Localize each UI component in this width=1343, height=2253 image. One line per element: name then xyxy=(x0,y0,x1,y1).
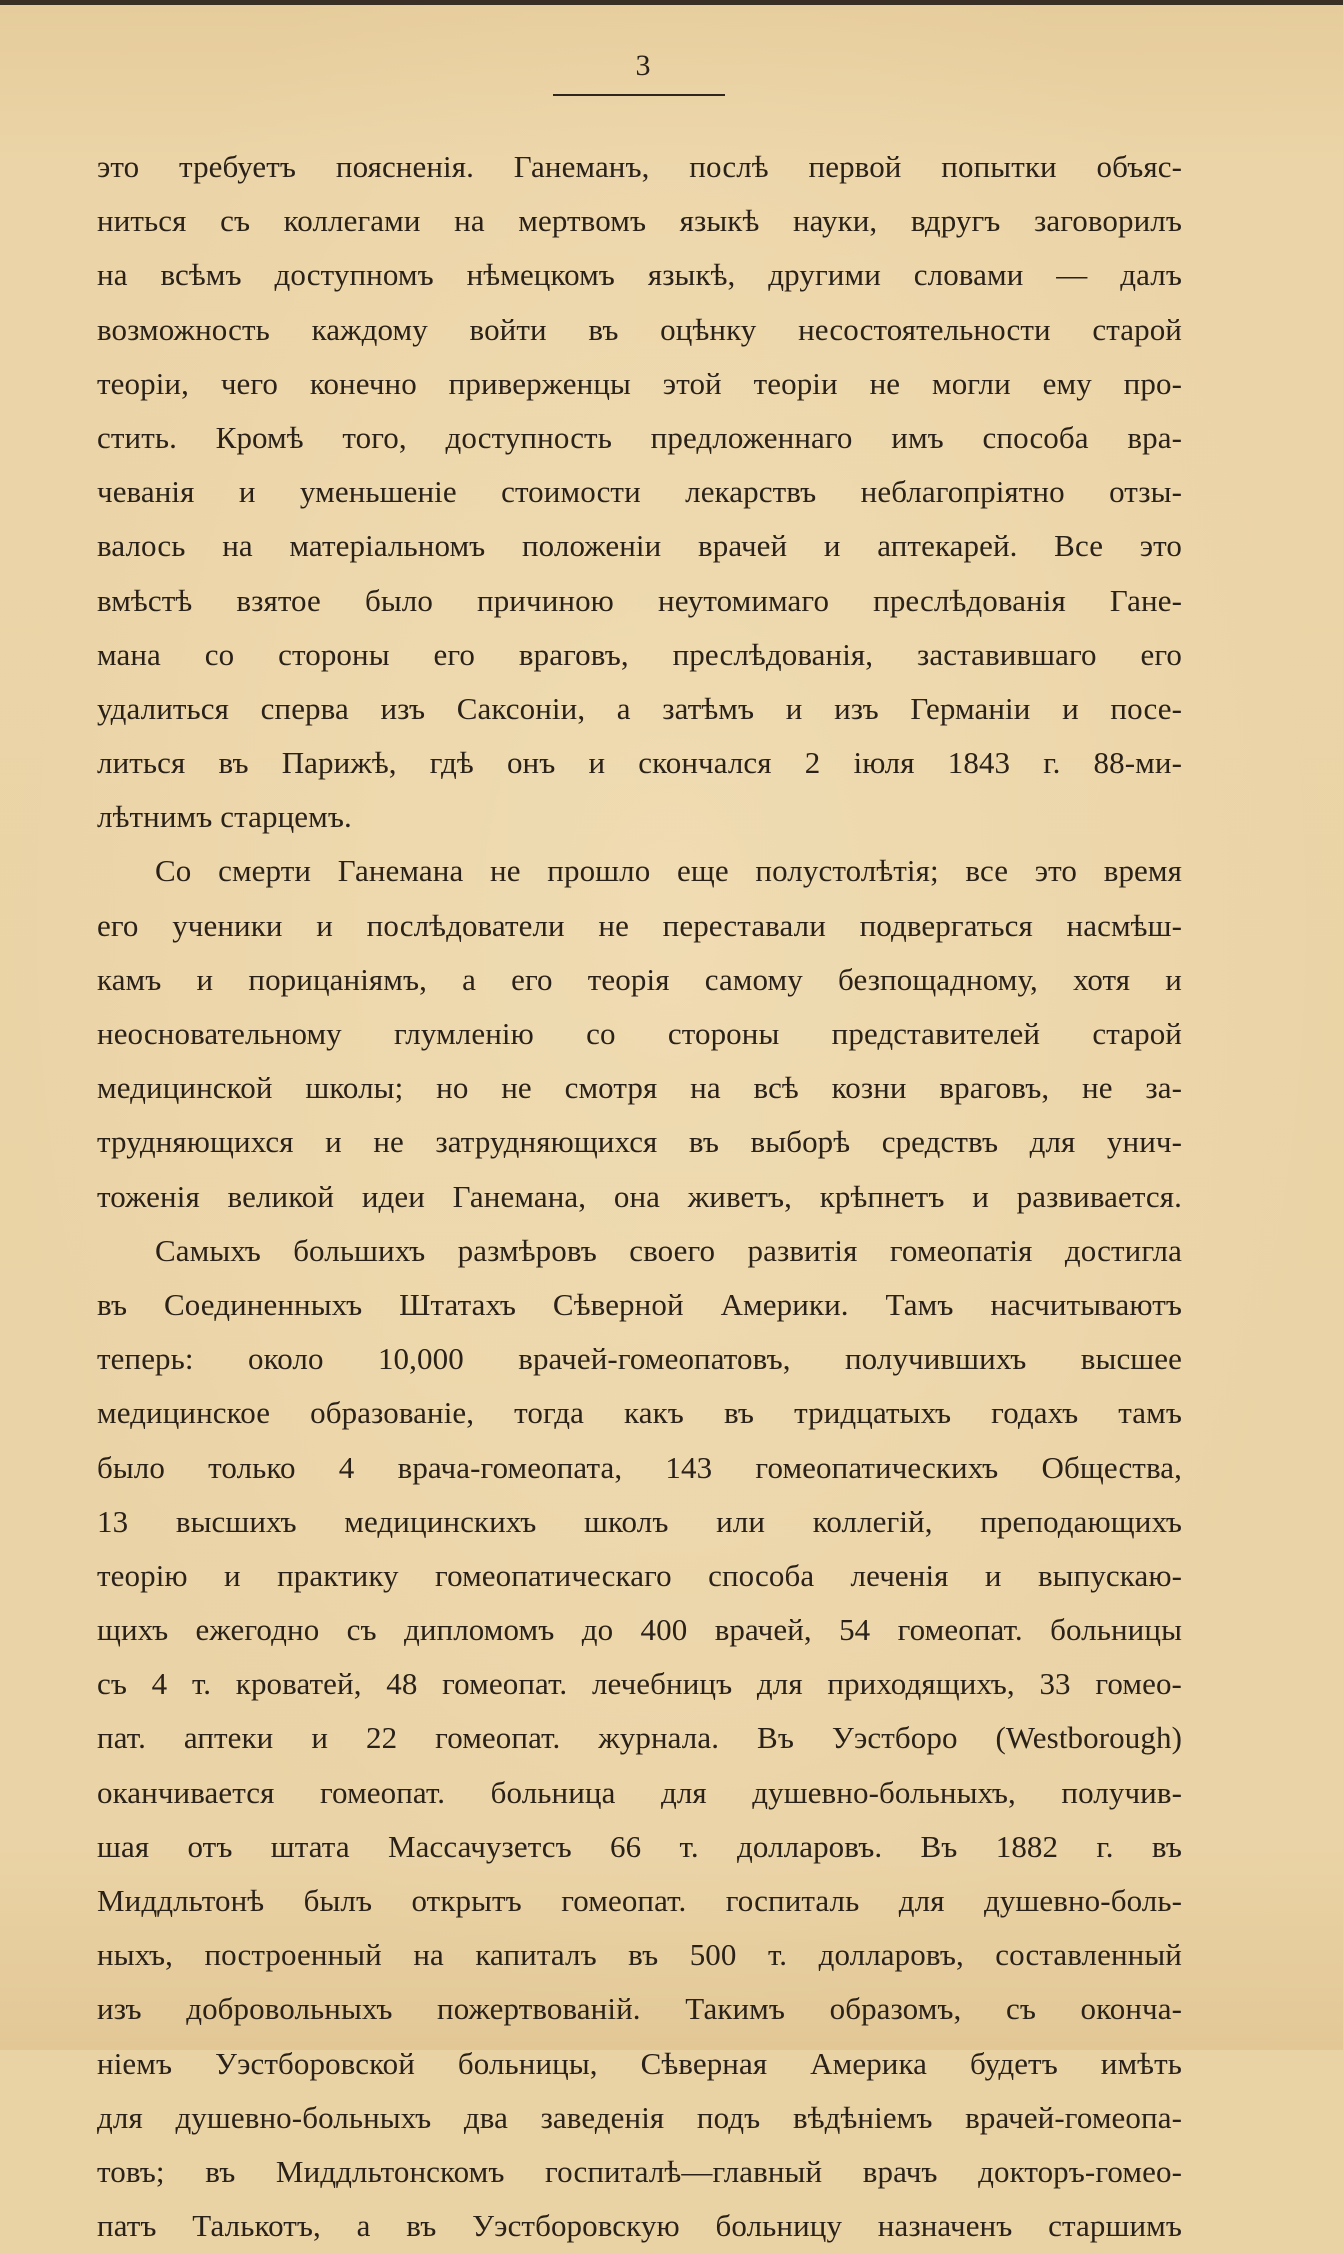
text-line: его ученики и послѣдователи не переставали подвергаться насмѣш- xyxy=(97,907,1182,943)
paragraph-end-line: тоженія великой идеи Ганемана, она живетъ, крѣпнетъ и развивается. xyxy=(97,1178,1182,1214)
text-line: теорію и практику гомеопатическаго способа леченія и выпускаю- xyxy=(97,1557,1182,1593)
text-line: литься въ Парижѣ, гдѣ онъ и скончался 2 іюля 1843 г. 88-ми- xyxy=(97,745,1182,781)
text-line: для душевно-больныхъ два заведенія подъ вѣдѣніемъ врачей-гомеопа- xyxy=(97,2099,1182,2135)
text-line: ниться съ коллегами на мертвомъ языкѣ науки, вдругъ заговорилъ xyxy=(97,203,1182,239)
top-edge-rule xyxy=(0,0,1343,5)
text-line: на всѣмъ доступномъ нѣмецкомъ языкѣ, другими словами — далъ xyxy=(97,257,1182,293)
text-line: щихъ ежегодно съ дипломомъ до 400 врачей, 54 гомеопат. больницы xyxy=(97,1612,1182,1648)
text-line: чеванія и уменьшеніе стоимости лекарствъ неблагопріятно отзы- xyxy=(97,474,1182,510)
text-line: теоріи, чего конечно приверженцы этой теоріи не могли ему про- xyxy=(97,365,1182,401)
text-line: было только 4 врача-гомеопата, 143 гомеопатическихъ Общества, xyxy=(97,1449,1182,1485)
text-line: камъ и порицаніямъ, а его теорія самому безпощадному, хотя и xyxy=(97,961,1182,997)
text-line: ныхъ, построенный на капиталъ въ 500 т. долларовъ, составленный xyxy=(97,1937,1182,1973)
paragraph-start-line: Самыхъ большихъ размѣровъ своего развитія гомеопатія достигла xyxy=(155,1232,1182,1268)
paragraph-start-line: Со смерти Ганемана не прошло еще полустолѣтія; все это время xyxy=(155,853,1182,889)
text-line: патъ Талькотъ, а въ Уэстборовскую больницу назначенъ старшимъ xyxy=(97,2208,1182,2244)
text-line: Миддльтонѣ былъ открытъ гомеопат. госпиталь для душевно-боль- xyxy=(97,1883,1182,1918)
text-line: товъ; въ Миддльтонскомъ госпиталѣ—главный врачъ докторъ-гомео- xyxy=(97,2153,1182,2189)
text-line: ніемъ Уэстборовской больницы, Сѣверная Америка будетъ имѣть xyxy=(97,2045,1182,2081)
text-line: въ Соединенныхъ Штатахъ Сѣверной Америки. Тамъ насчитываютъ xyxy=(97,1286,1182,1322)
text-line: медицинской школы; но не смотря на всѣ козни враговъ, не за- xyxy=(97,1070,1182,1106)
text-line: пат. аптеки и 22 гомеопат. журнала. Въ Уэстборо (Westborough) xyxy=(97,1720,1182,1756)
text-line: теперь: около 10,000 врачей-гомеопатовъ, получившихъ высшее xyxy=(97,1341,1182,1377)
text-line: возможность каждому войти въ оцѣнку несостоятельности старой xyxy=(97,311,1182,347)
text-line: трудняющихся и не затрудняющихся въ выборѣ средствъ для унич- xyxy=(97,1124,1182,1160)
text-line: удалиться сперва изъ Саксоніи, а затѣмъ и изъ Германіи и посе- xyxy=(97,690,1182,726)
text-line: оканчивается гомеопат. больница для душевно-больныхъ, получив- xyxy=(97,1774,1182,1810)
text-line: 13 высшихъ медицинскихъ школъ или коллегій, преподающихъ xyxy=(97,1503,1182,1539)
text-line: съ 4 т. кроватей, 48 гомеопат. лечебницъ для приходящихъ, 33 гомео- xyxy=(97,1666,1182,1702)
text-line: мана со стороны его враговъ, преслѣдованія, заставившаго его xyxy=(97,636,1182,672)
text-line: это требуетъ поясненія. Ганеманъ, послѣ первой попытки объяс- xyxy=(97,149,1182,184)
page-number-rule xyxy=(553,94,725,96)
page-number: 3 xyxy=(635,49,651,82)
text-line: вмѣстѣ взятое было причиною неутомимаго преслѣдованія Гане- xyxy=(97,582,1182,618)
body-text xyxy=(97,140,1182,2253)
text-line: неосновательному глумленію со стороны представителей старой xyxy=(97,1016,1182,1051)
text-line: стить. Кромѣ того, доступность предложеннаго имъ способа вра- xyxy=(97,419,1182,455)
paragraph-end-line: лѣтнимъ старцемъ. xyxy=(97,799,352,835)
text-line: шая отъ штата Массачузетсъ 66 т. долларовъ. Въ 1882 г. въ xyxy=(97,1828,1182,1864)
text-line: медицинское образованіе, тогда какъ въ тридцатыхъ годахъ тамъ xyxy=(97,1395,1182,1431)
text-line: изъ добровольныхъ пожертвованій. Такимъ образомъ, съ оконча- xyxy=(97,1991,1182,2027)
text-line: валось на матеріальномъ положеніи врачей и аптекарей. Все это xyxy=(97,528,1182,564)
